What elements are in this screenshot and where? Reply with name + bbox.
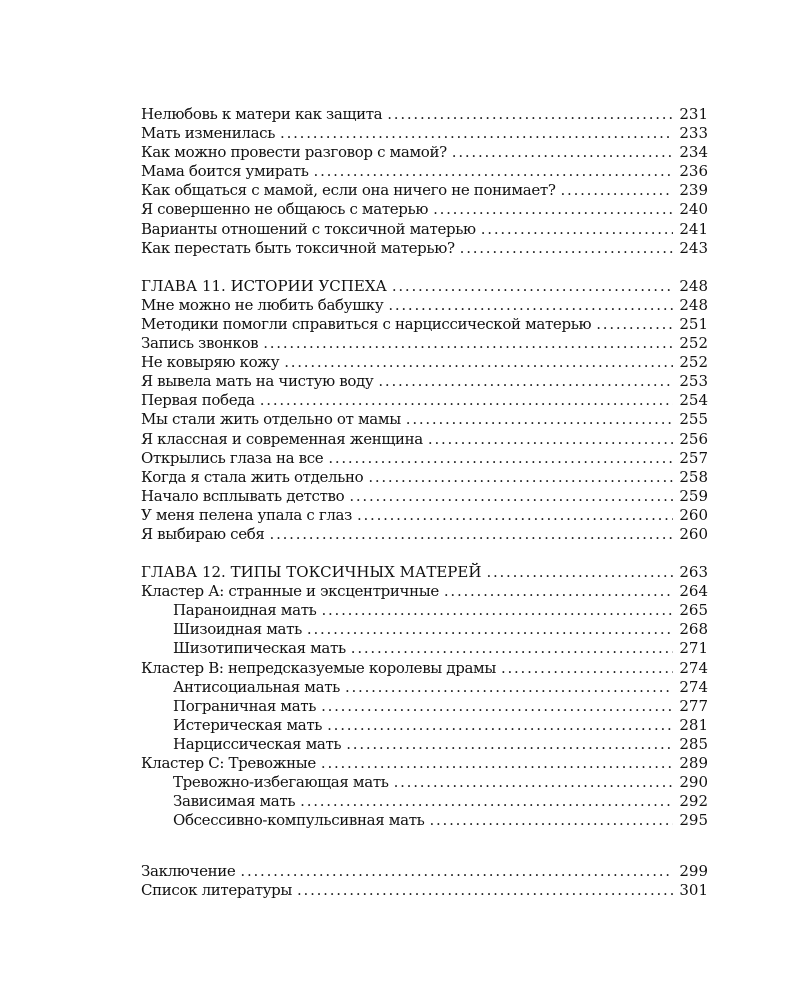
toc-entry-page: 251: [679, 314, 708, 333]
toc-entry-title: Я выбираю себя: [141, 524, 265, 543]
toc-dot-leader: [387, 105, 673, 124]
toc-entry-title: Как можно провести разговор с мамой?: [141, 143, 447, 162]
toc-dot-leader: [314, 162, 673, 181]
toc-entry-page: 268: [679, 620, 708, 639]
toc-entry-title: ГЛАВА 12. ТИПЫ ТОКСИЧНЫХ МАТЕРЕЙ: [141, 563, 482, 582]
toc-entry-title: Шизотипическая мать: [173, 639, 346, 658]
toc-entry-title: Как общаться с мамой, если она ничего не понимает?: [141, 181, 556, 200]
toc-subentry[interactable]: [141, 697, 708, 716]
toc-dot-leader: [280, 124, 673, 143]
toc-entry[interactable]: [141, 200, 708, 219]
toc-entry-page: 299: [679, 862, 708, 881]
toc-subentry[interactable]: [141, 639, 708, 658]
toc-dot-leader: [349, 487, 673, 506]
toc-entry[interactable]: [141, 220, 708, 239]
table-of-contents: [141, 105, 708, 901]
toc-entry-page: 252: [679, 353, 708, 372]
toc-entry-title: Кластер А: странные и эксцентричные: [141, 582, 439, 601]
toc-entry[interactable]: [141, 181, 708, 200]
toc-entry-page: 274: [679, 677, 708, 696]
toc-entry-title: Мне можно не любить бабушку: [141, 295, 384, 314]
toc-entry[interactable]: [141, 754, 708, 773]
toc-entry-page: 277: [679, 696, 708, 715]
toc-entry-page: 258: [679, 467, 708, 486]
toc-entry-title: Мы стали жить отдельно от мамы: [141, 410, 401, 429]
toc-entry-page: 252: [679, 334, 708, 353]
toc-entry[interactable]: [141, 487, 708, 506]
toc-subentry[interactable]: [141, 678, 708, 697]
toc-entry-page: 243: [679, 238, 708, 257]
toc-entry[interactable]: [141, 296, 708, 315]
toc-entry-title: Когда я стала жить отдельно: [141, 467, 364, 486]
toc-dot-leader: [328, 449, 673, 468]
toc-chapter-heading[interactable]: [141, 277, 708, 296]
toc-subentry[interactable]: [141, 716, 708, 735]
toc-entry-page: 264: [679, 582, 708, 601]
toc-dot-leader: [392, 277, 673, 296]
toc-entry-page: 240: [679, 200, 708, 219]
toc-entry-page: 265: [679, 601, 708, 620]
toc-entry-page: 274: [679, 658, 708, 677]
toc-dot-leader: [388, 296, 673, 315]
toc-entry-title: Мать изменилась: [141, 124, 276, 143]
toc-dot-leader: [284, 353, 673, 372]
toc-entry[interactable]: [141, 862, 708, 881]
toc-entry[interactable]: [141, 449, 708, 468]
toc-entry-page: 241: [679, 219, 708, 238]
toc-entry[interactable]: [141, 372, 708, 391]
toc-dot-leader: [351, 639, 673, 658]
toc-entry-title: Кластер В: непредсказуемые королевы драмы: [141, 658, 496, 677]
toc-entry-title: ГЛАВА 11. ИСТОРИИ УСПЕХА: [141, 276, 387, 295]
toc-entry-title: Я совершенно не общаюсь с матерью: [141, 200, 429, 219]
toc-dot-leader: [429, 811, 673, 830]
toc-entry-title: Параноидная мать: [173, 601, 317, 620]
toc-dot-leader: [345, 678, 673, 697]
toc-entry-page: 295: [679, 811, 708, 830]
toc-dot-leader: [240, 862, 673, 881]
toc-dot-leader: [327, 716, 673, 735]
toc-entry[interactable]: [141, 525, 708, 544]
toc-entry[interactable]: [141, 239, 708, 258]
toc-dot-leader: [307, 620, 673, 639]
toc-dot-leader: [452, 143, 673, 162]
toc-subentry[interactable]: [141, 601, 708, 620]
toc-entry-page: 233: [679, 124, 708, 143]
toc-entry-page: 260: [679, 505, 708, 524]
toc-entry-page: 263: [679, 563, 708, 582]
toc-entry[interactable]: [141, 881, 708, 900]
toc-entry-title: Пограничная мать: [173, 696, 317, 715]
toc-entry-page: 290: [679, 773, 708, 792]
toc-dot-leader: [270, 525, 673, 544]
toc-entry[interactable]: [141, 143, 708, 162]
toc-dot-leader: [321, 754, 673, 773]
toc-dot-leader: [346, 735, 673, 754]
toc-entry[interactable]: [141, 506, 708, 525]
toc-entry-page: 271: [679, 639, 708, 658]
toc-entry[interactable]: [141, 124, 708, 143]
toc-entry-title: Открылись глаза на все: [141, 448, 324, 467]
toc-entry-title: Запись звонков: [141, 334, 259, 353]
toc-entry-page: 255: [679, 410, 708, 429]
toc-entry-title: Начало всплывать детство: [141, 486, 345, 505]
toc-entry-title: Нарциссическая мать: [173, 734, 342, 753]
toc-entry-page: 289: [679, 754, 708, 772]
toc-entry-page: 256: [679, 429, 708, 448]
toc-entry-title: Истерическая мать: [173, 715, 323, 734]
toc-dot-leader: [596, 315, 673, 334]
toc-entry[interactable]: [141, 582, 708, 601]
toc-entry-title: Зависимая мать: [173, 792, 296, 811]
toc-entry-title: Не ковыряю кожу: [141, 353, 280, 372]
toc-subentry[interactable]: [141, 773, 708, 792]
toc-entry-page: 239: [679, 181, 708, 200]
toc-dot-leader: [501, 659, 673, 678]
toc-entry[interactable]: [141, 391, 708, 410]
toc-entry-title: Мама боится умирать: [141, 162, 309, 181]
toc-subentry[interactable]: [141, 792, 708, 811]
toc-entry[interactable]: [141, 105, 708, 124]
toc-subentry[interactable]: [141, 735, 708, 754]
toc-entry-page: 285: [679, 734, 708, 753]
toc-dot-leader: [406, 410, 673, 429]
toc-dot-leader: [263, 334, 673, 353]
toc-entry-page: 257: [679, 448, 708, 467]
toc-dot-leader: [368, 468, 673, 487]
toc-entry-page: 231: [679, 105, 708, 123]
toc-dot-leader: [444, 582, 673, 601]
toc-dot-leader: [394, 773, 673, 792]
toc-entry-title: Кластер С: Тревожные: [141, 754, 316, 772]
toc-entry-title: Заключение: [141, 862, 236, 881]
toc-entry-title: Нелюбовь к матери как защита: [141, 105, 383, 123]
toc-dot-leader: [357, 506, 673, 525]
toc-dot-leader: [561, 181, 673, 200]
toc-entry-title: Антисоциальная мать: [173, 677, 340, 696]
toc-entry[interactable]: [141, 430, 708, 449]
toc-entry-title: Обсессивно-компульсивная мать: [173, 811, 425, 830]
toc-entry-title: У меня пелена упала с глаз: [141, 505, 352, 524]
toc-entry-page: 254: [679, 391, 708, 410]
toc-entry-page: 292: [679, 792, 708, 811]
toc-entry-page: 236: [679, 162, 708, 181]
toc-entry[interactable]: [141, 468, 708, 487]
toc-entry-page: 301: [679, 881, 708, 900]
toc-entry-page: 234: [679, 143, 708, 162]
toc-entry-title: Шизоидная мать: [173, 620, 302, 639]
toc-entry-page: 248: [679, 276, 708, 295]
toc-dot-leader: [378, 372, 673, 391]
toc-dot-leader: [260, 391, 673, 410]
toc-dot-leader: [486, 563, 673, 582]
toc-entry-page: 253: [679, 372, 708, 391]
toc-entry-page: 260: [679, 524, 708, 543]
toc-entry-page: 259: [679, 486, 708, 505]
toc-entry-page: 281: [679, 715, 708, 734]
toc-dot-leader: [481, 220, 673, 239]
toc-subentry[interactable]: [141, 620, 708, 639]
toc-entry-title: Я вывела мать на чистую воду: [141, 372, 374, 391]
toc-entry-title: Варианты отношений с токсичной матерью: [141, 219, 476, 238]
toc-entry-title: Как перестать быть токсичной матерью?: [141, 238, 455, 257]
toc-entry[interactable]: [141, 334, 708, 353]
toc-entry-page: 248: [679, 295, 708, 314]
toc-dot-leader: [321, 697, 673, 716]
toc-dot-leader: [321, 601, 673, 620]
toc-entry[interactable]: [141, 353, 708, 372]
toc-entry[interactable]: [141, 315, 708, 334]
toc-entry-title: Первая победа: [141, 391, 255, 410]
toc-dot-leader: [433, 200, 673, 219]
toc-entry[interactable]: [141, 410, 708, 429]
toc-entry[interactable]: [141, 162, 708, 181]
toc-subentry[interactable]: [141, 811, 708, 830]
toc-entry-title: Тревожно-избегающая мать: [173, 773, 389, 792]
toc-entry-title: Методики помогли справиться с нарциссической матерью: [141, 314, 592, 333]
toc-entry-title: Список литературы: [141, 881, 293, 900]
toc-dot-leader: [300, 792, 673, 811]
toc-chapter-heading[interactable]: [141, 563, 708, 582]
toc-dot-leader: [428, 430, 673, 449]
toc-dot-leader: [460, 239, 673, 258]
toc-entry-title: Я классная и современная женщина: [141, 429, 423, 448]
toc-entry[interactable]: [141, 659, 708, 678]
toc-dot-leader: [297, 881, 673, 900]
